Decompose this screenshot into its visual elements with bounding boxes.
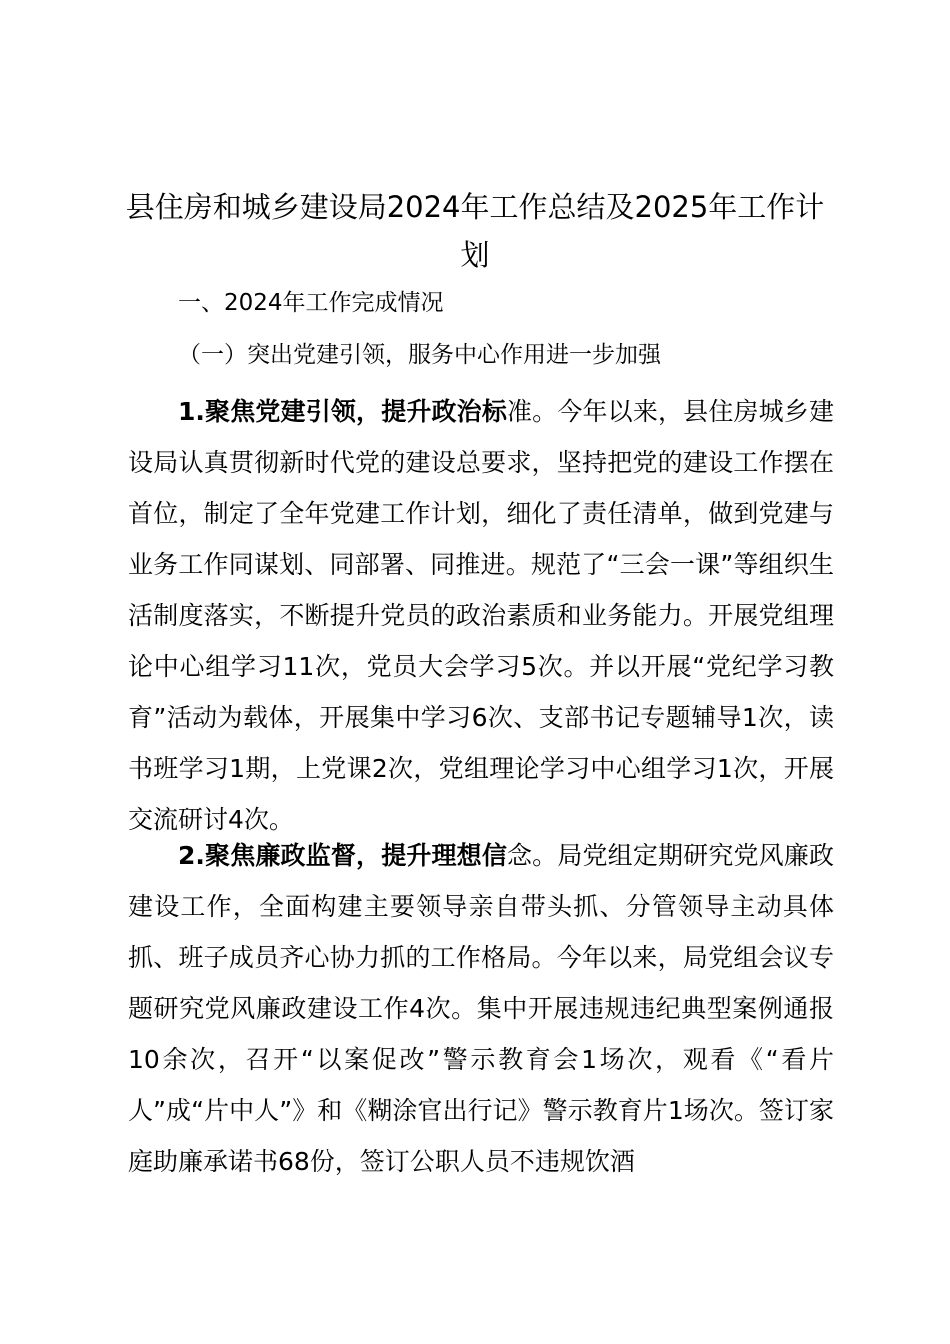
paragraph-lead: 2.聚焦廉政监督，提升理想信 bbox=[178, 841, 508, 870]
paragraph-lead: 1.聚焦党建引领，提升政治标 bbox=[178, 397, 508, 426]
section-heading: 一、2024年工作完成情况 bbox=[178, 290, 444, 316]
document-title: 县住房和城乡建设局2024年工作总结及2025年工作计划 bbox=[125, 190, 825, 272]
paragraph-text: 准。今年以来，县住房城乡建设局认真贯彻新时代党的建设总要求，坚持把党的建设工作摆在首位，制定了全年党建工作计划，细化了责任清单，做到党建与业务工作同谋划、同部署、同推进。规范了“三会一课”等组织生活制度落实，不断提升党员的政治素质和业务能力。开展党组理论中心组学习11次，党员大会学习5次。并以开展“党纪学习教育”活动为载体，开展集中学习6次、支部书记专题辅导1次，读书班学习1期，上党课2次，党组理论学习中心组学习1次，开展交流研讨4次。 bbox=[128, 397, 834, 834]
body-paragraph bbox=[128, 386, 834, 845]
paragraph-text: 念。局党组定期研究党风廉政建设工作，全面构建主要领导亲自带头抓、分管领导主动具体抓、班子成员齐心协力抓的工作格局。今年以来，局党组会议专题研究党风廉政建设工作4次。集中开展违规违纪典型案例通报10余次，召开“以案促改”警示教育会1场次，观看《“看片人”成“片中人”》和《糊涂官出行记》警示教育片1场次。签订家庭助廉承诺书68份，签订公职人员不违规饮酒 bbox=[128, 841, 834, 1176]
subsection-heading: （一）突出党建引领，服务中心作用进一步加强 bbox=[178, 342, 661, 368]
body-paragraph bbox=[128, 830, 834, 1187]
